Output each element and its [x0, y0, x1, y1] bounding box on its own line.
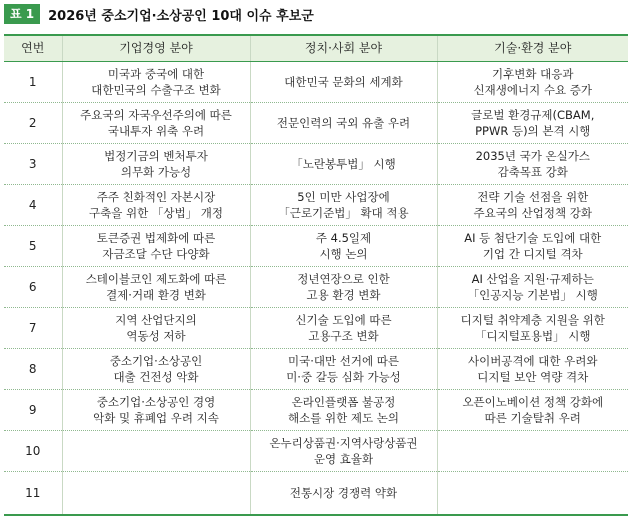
row-number: 7	[4, 307, 62, 348]
table-row	[4, 225, 628, 266]
politics-society-cell: 「노란봉투법」 시행	[250, 143, 437, 184]
row-number: 6	[4, 266, 62, 307]
business-cell: 주주 친화적인 자본시장 구축을 위한 「상법」 개정	[62, 184, 250, 225]
politics-society-cell: 전문인력의 국외 유출 우려	[250, 102, 437, 143]
column-header-business: 기업경영 분야	[62, 35, 250, 61]
row-number: 2	[4, 102, 62, 143]
tech-environment-cell: 전략 기술 선점을 위한 주요국의 산업정책 강화	[437, 184, 628, 225]
business-cell: 토큰증권 법제화에 따른 자금조달 수단 다양화	[62, 225, 250, 266]
business-cell	[62, 430, 250, 471]
issues-table	[4, 34, 628, 516]
row-number: 9	[4, 389, 62, 430]
tech-environment-cell: AI 산업을 지원·규제하는 「인공지능 기본법」 시행	[437, 266, 628, 307]
business-cell: 미국과 중국에 대한 대한민국의 수출구조 변화	[62, 61, 250, 102]
business-cell: 중소기업·소상공인 경영 악화 및 휴폐업 우려 지속	[62, 389, 250, 430]
politics-society-cell: 신기술 도입에 따른 고용구조 변화	[250, 307, 437, 348]
politics-society-cell: 온누리상품권·지역사랑상품권 운영 효율화	[250, 430, 437, 471]
tech-environment-cell: 사이버공격에 대한 우려와 디지털 보안 역량 격차	[437, 348, 628, 389]
table-row	[4, 143, 628, 184]
table-row	[4, 61, 628, 102]
table-caption	[4, 3, 314, 25]
politics-society-cell: 대한민국 문화의 세계화	[250, 61, 437, 102]
politics-society-cell: 미국·대만 선거에 따른 미·중 갈등 심화 가능성	[250, 348, 437, 389]
row-number: 1	[4, 61, 62, 102]
business-cell: 법정기금의 벤처투자 의무화 가능성	[62, 143, 250, 184]
business-cell: 스테이블코인 제도화에 따른 결제·거래 환경 변화	[62, 266, 250, 307]
politics-society-cell: 전통시장 경쟁력 약화	[250, 471, 437, 515]
business-cell: 중소기업·소상공인 대출 건전성 악화	[62, 348, 250, 389]
table-number-badge: 표 1	[4, 4, 40, 24]
tech-environment-cell: 디지털 취약계층 지원을 위한 「디지털포용법」 시행	[437, 307, 628, 348]
tech-environment-cell	[437, 430, 628, 471]
row-number: 10	[4, 430, 62, 471]
row-number: 11	[4, 471, 62, 515]
tech-environment-cell: 오픈이노베이션 정책 강화에 따른 기술탈취 우려	[437, 389, 628, 430]
row-number: 5	[4, 225, 62, 266]
table-row	[4, 184, 628, 225]
politics-society-cell: 온라인플랫폼 불공정 해소를 위한 제도 논의	[250, 389, 437, 430]
politics-society-cell: 주 4.5일제 시행 논의	[250, 225, 437, 266]
column-header-number: 연번	[4, 35, 62, 61]
table-row	[4, 266, 628, 307]
row-number: 4	[4, 184, 62, 225]
politics-society-cell: 5인 미만 사업장에 「근로기준법」 확대 적용	[250, 184, 437, 225]
table-row	[4, 307, 628, 348]
tech-environment-cell: 기후변화 대응과 신재생에너지 수요 증가	[437, 61, 628, 102]
table-row	[4, 348, 628, 389]
table-title: 2026년 중소기업·소상공인 10대 이슈 후보군	[48, 8, 314, 24]
row-number: 3	[4, 143, 62, 184]
table-row	[4, 389, 628, 430]
table-row	[4, 471, 628, 515]
row-number: 8	[4, 348, 62, 389]
business-cell	[62, 471, 250, 515]
tech-environment-cell: 2035년 국가 온실가스 감축목표 강화	[437, 143, 628, 184]
business-cell: 주요국의 자국우선주의에 따른 국내투자 위축 우려	[62, 102, 250, 143]
business-cell: 지역 산업단지의 역동성 저하	[62, 307, 250, 348]
column-header-politics-society: 정치·사회 분야	[250, 35, 437, 61]
table-header-row	[4, 35, 628, 61]
tech-environment-cell	[437, 471, 628, 515]
tech-environment-cell: 글로벌 환경규제(CBAM, PPWR 등)의 본격 시행	[437, 102, 628, 143]
table-row	[4, 430, 628, 471]
column-header-tech-environment: 기술·환경 분야	[437, 35, 628, 61]
table-row	[4, 102, 628, 143]
tech-environment-cell: AI 등 첨단기술 도입에 대한 기업 간 디지털 격차	[437, 225, 628, 266]
politics-society-cell: 정년연장으로 인한 고용 환경 변화	[250, 266, 437, 307]
